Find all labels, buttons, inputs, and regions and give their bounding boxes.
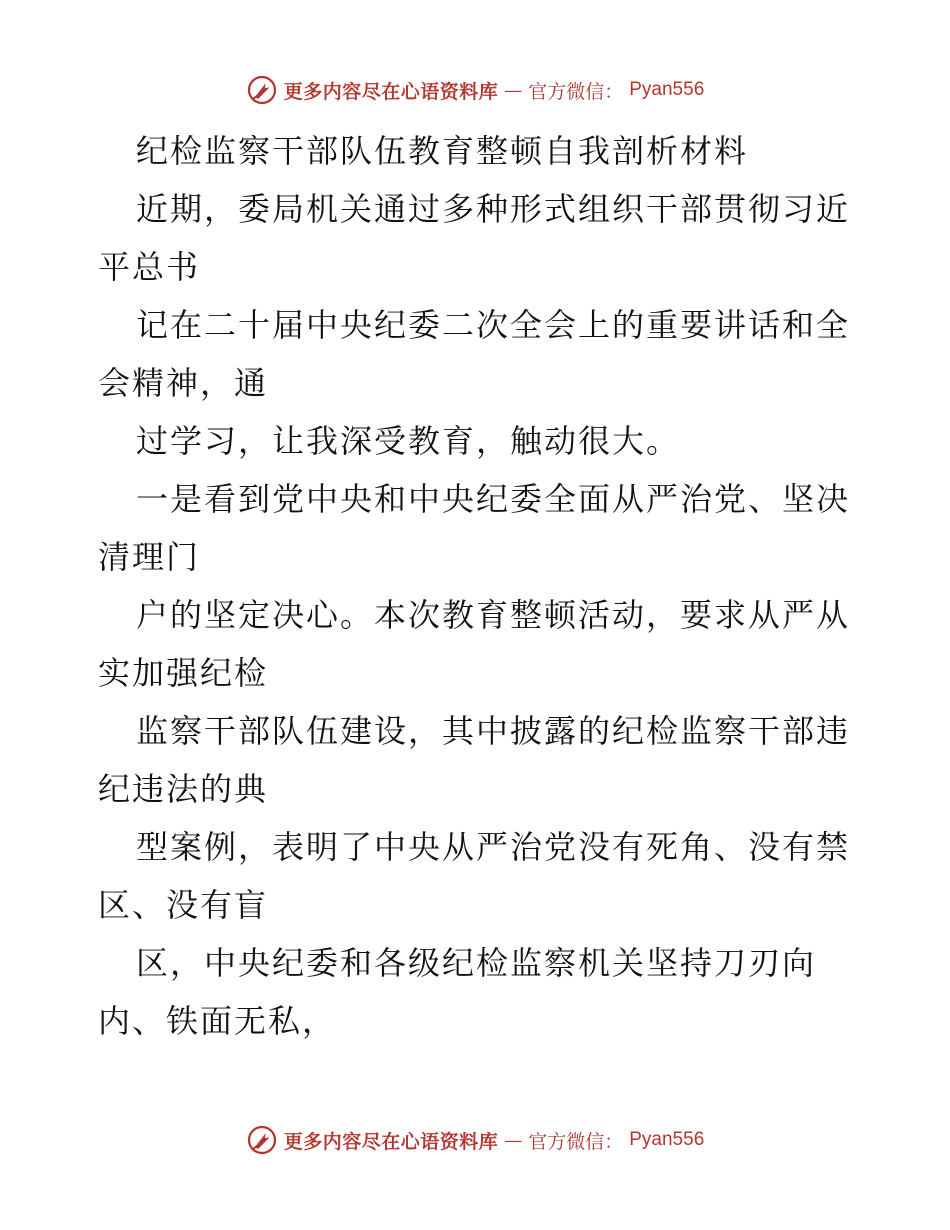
watermark-separator: — [504,79,523,101]
document-title: 纪检监察干部队伍教育整顿自我剖析材料 [136,132,749,170]
header-watermark [0,70,950,110]
watermark-wechat-label: 官方微信： [528,80,624,103]
watermark-wechat-id: Pyan556 [629,79,705,100]
pen-nib-logo-icon [246,1124,278,1156]
document-body [98,122,858,1050]
watermark-text: 更多内容尽在心语资料库 [283,1130,499,1153]
watermark-wechat-id: Pyan556 [629,1129,705,1150]
watermark-wechat-label: 官方微信： [528,1130,624,1153]
text-line: 一是看到党中央和中央纪委全面从严治党、坚决 [136,480,851,518]
text-line: 记在二十届中央纪委二次全会上的重要讲话和全 [136,306,851,344]
text-line: 平总书 [98,248,201,286]
text-line: 区、没有盲 [98,886,269,924]
text-line: 监察干部队伍建设，其中披露的纪检监察干部违 [136,712,851,750]
text-line: 区，中央纪委和各级纪检监察机关坚持刀刃向 [136,944,817,982]
text-line: 清理门 [98,538,201,576]
watermark-text: 更多内容尽在心语资料库 [283,80,499,103]
text-line: 过学习，让我深受教育，触动很大。 [136,422,681,460]
text-line: 内、铁面无私， [98,1002,337,1040]
text-line: 户的坚定决心。本次教育整顿活动，要求从严从 [136,596,851,634]
text-line: 会精神，通 [98,364,269,402]
footer-watermark [0,1120,950,1160]
text-line: 实加强纪检 [98,654,269,692]
pen-nib-logo-icon [246,74,278,106]
text-line: 型案例，表明了中央从严治党没有死角、没有禁 [136,828,851,866]
watermark-separator: — [504,1129,523,1151]
text-line: 纪违法的典 [98,770,269,808]
text-line: 近期，委局机关通过多种形式组织干部贯彻习近 [136,190,851,228]
